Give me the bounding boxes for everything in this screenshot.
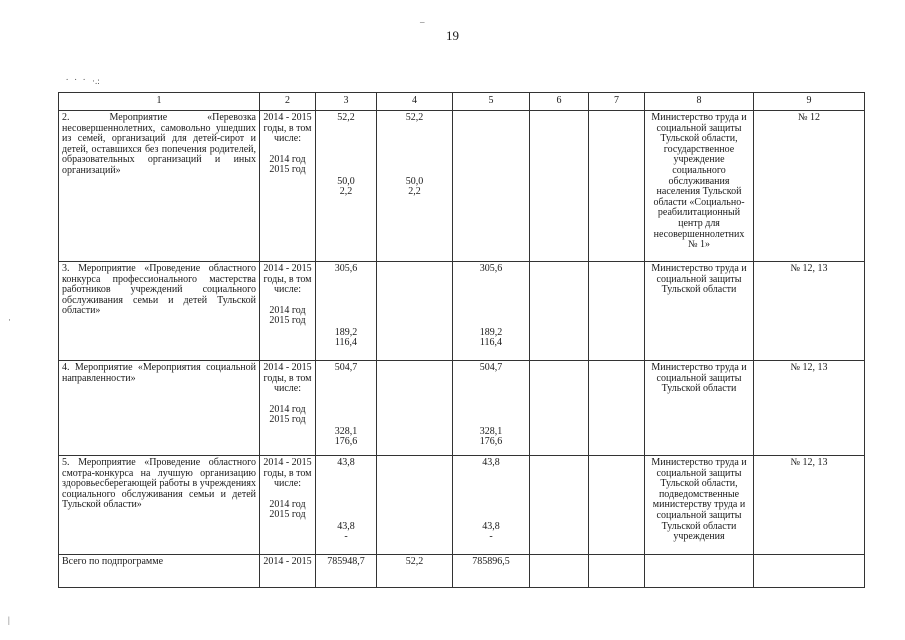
value-year: 50,0: [337, 175, 355, 187]
column-header: 3: [316, 93, 377, 111]
program-table: [58, 92, 865, 588]
col3-cell: [316, 456, 377, 555]
value-total: 52,2: [337, 112, 355, 123]
period-cell: [260, 361, 316, 456]
scan-mark: ·: [8, 315, 11, 325]
scan-mark: ·.:: [92, 76, 100, 86]
executor-cell: Министерство труда и социальной защиты Тульской области: [645, 262, 754, 361]
value-year: 176,6: [479, 436, 503, 448]
value-year: 328,1: [334, 425, 358, 437]
scan-mark: |: [8, 615, 10, 625]
scan-mark: –: [420, 17, 425, 27]
value-year: 189,2: [479, 326, 503, 338]
table-row: [59, 111, 865, 262]
period-text: 2014 - 2015 годы, в том числе:: [263, 112, 312, 145]
table-row: [59, 361, 865, 456]
value-year: -: [489, 531, 493, 543]
value-year: 50,0: [405, 175, 424, 187]
year-label: 2015 год: [269, 414, 306, 426]
table-row: [59, 456, 865, 555]
year-label: 2015 год: [269, 509, 306, 521]
value-year: 43,8: [482, 520, 500, 532]
executor-cell: Министерство труда и социальной защиты Тульской области, государственное учреждение социального обслуживания населения Тульской области «Социально-реабилитационный центр для несовершеннолетних № 1»: [645, 111, 754, 262]
total-col7: [589, 555, 645, 588]
col6-cell: [530, 361, 589, 456]
value-total: 504,7: [334, 362, 358, 373]
column-header: 8: [645, 93, 754, 111]
value-year: 116,4: [334, 337, 358, 349]
value-total: 305,6: [479, 263, 503, 274]
header-row: [59, 93, 865, 111]
col5-cell: [453, 262, 530, 361]
total-col6: [530, 555, 589, 588]
table-row: [59, 262, 865, 361]
period-text: 2014 - 2015 годы, в том числе:: [263, 362, 312, 395]
total-period: 2014 - 2015: [260, 555, 316, 588]
col4-cell: [377, 456, 453, 555]
col3-cell: [316, 262, 377, 361]
year-label: 2014 год: [269, 153, 306, 165]
column-header: 2: [260, 93, 316, 111]
column-header: 4: [377, 93, 453, 111]
column-header: 1: [59, 93, 260, 111]
measure-description: 3. Мероприятие «Проведение областного конкурса профессионального мастерства работников учреждений социального обслуживания семьи и детей Тульской области»: [59, 262, 260, 361]
year-label: 2015 год: [269, 164, 306, 176]
reference-cell: № 12, 13: [754, 262, 865, 361]
col5-cell: [453, 111, 530, 262]
period-text: 2014 - 2015 годы, в том числе:: [263, 263, 312, 296]
col4-cell: [377, 262, 453, 361]
measure-description: 5. Мероприятие «Проведение областного смотра-конкурса на лучшую организацию здоровьесберегающей работы в учреждениях социального обслуживания семьи и детей Тульской области»: [59, 456, 260, 555]
col4-cell: [377, 361, 453, 456]
total-col4: 52,2: [377, 555, 453, 588]
total-col3: 785948,7: [316, 555, 377, 588]
value-year: -: [344, 531, 348, 543]
total-label: Всего по подпрограмме: [59, 555, 260, 588]
executor-cell: Министерство труда и социальной защиты Тульской области, подведомственные министерству труда и социальной защиты Тульской области учреждения: [645, 456, 754, 555]
col7-cell: [589, 361, 645, 456]
reference-cell: № 12, 13: [754, 456, 865, 555]
value-total: 504,7: [479, 362, 503, 373]
col7-cell: [589, 262, 645, 361]
scan-mark: . . .: [66, 72, 88, 82]
value-total: 52,2: [405, 112, 424, 123]
period-cell: [260, 456, 316, 555]
period-cell: [260, 111, 316, 262]
col3-cell: [316, 111, 377, 262]
value-year: 43,8: [337, 520, 355, 532]
value-year: 176,6: [334, 436, 358, 448]
col4-cell: [377, 111, 453, 262]
total-col8: [645, 555, 754, 588]
reference-cell: № 12: [754, 111, 865, 262]
total-row: [59, 555, 865, 588]
year-label: 2014 год: [269, 498, 306, 510]
col6-cell: [530, 262, 589, 361]
column-header: 5: [453, 93, 530, 111]
col6-cell: [530, 111, 589, 262]
year-label: 2014 год: [269, 304, 306, 316]
year-label: 2015 год: [269, 315, 306, 327]
measure-description: 2. Мероприятие «Перевозка несовершеннолетних, самовольно ушедших из семей, организаций для детей-сирот и детей, оставшихся без попечения родителей, образовательных организаций и иных организаций»: [59, 111, 260, 262]
value-total: 43,8: [337, 457, 355, 468]
total-col5: 785896,5: [453, 555, 530, 588]
value-total: 305,6: [334, 263, 358, 274]
value-total: 43,8: [482, 457, 500, 468]
col3-cell: [316, 361, 377, 456]
col5-cell: [453, 456, 530, 555]
value-year: 116,4: [479, 337, 503, 349]
column-header: 7: [589, 93, 645, 111]
measure-description: 4. Мероприятие «Мероприятия социальной направленности»: [59, 361, 260, 456]
value-year: 189,2: [334, 326, 358, 338]
page-number: 19: [446, 28, 459, 43]
value-year: 2,2: [408, 186, 421, 198]
value-year: 328,1: [479, 425, 503, 437]
executor-cell: Министерство труда и социальной защиты Тульской области: [645, 361, 754, 456]
col7-cell: [589, 111, 645, 262]
column-header: 6: [530, 93, 589, 111]
period-cell: [260, 262, 316, 361]
total-col9: [754, 555, 865, 588]
col5-cell: [453, 361, 530, 456]
reference-cell: № 12, 13: [754, 361, 865, 456]
column-header: 9: [754, 93, 865, 111]
col7-cell: [589, 456, 645, 555]
value-year: 2,2: [339, 186, 353, 198]
period-text: 2014 - 2015 годы, в том числе:: [263, 457, 312, 490]
year-label: 2014 год: [269, 403, 306, 415]
col6-cell: [530, 456, 589, 555]
